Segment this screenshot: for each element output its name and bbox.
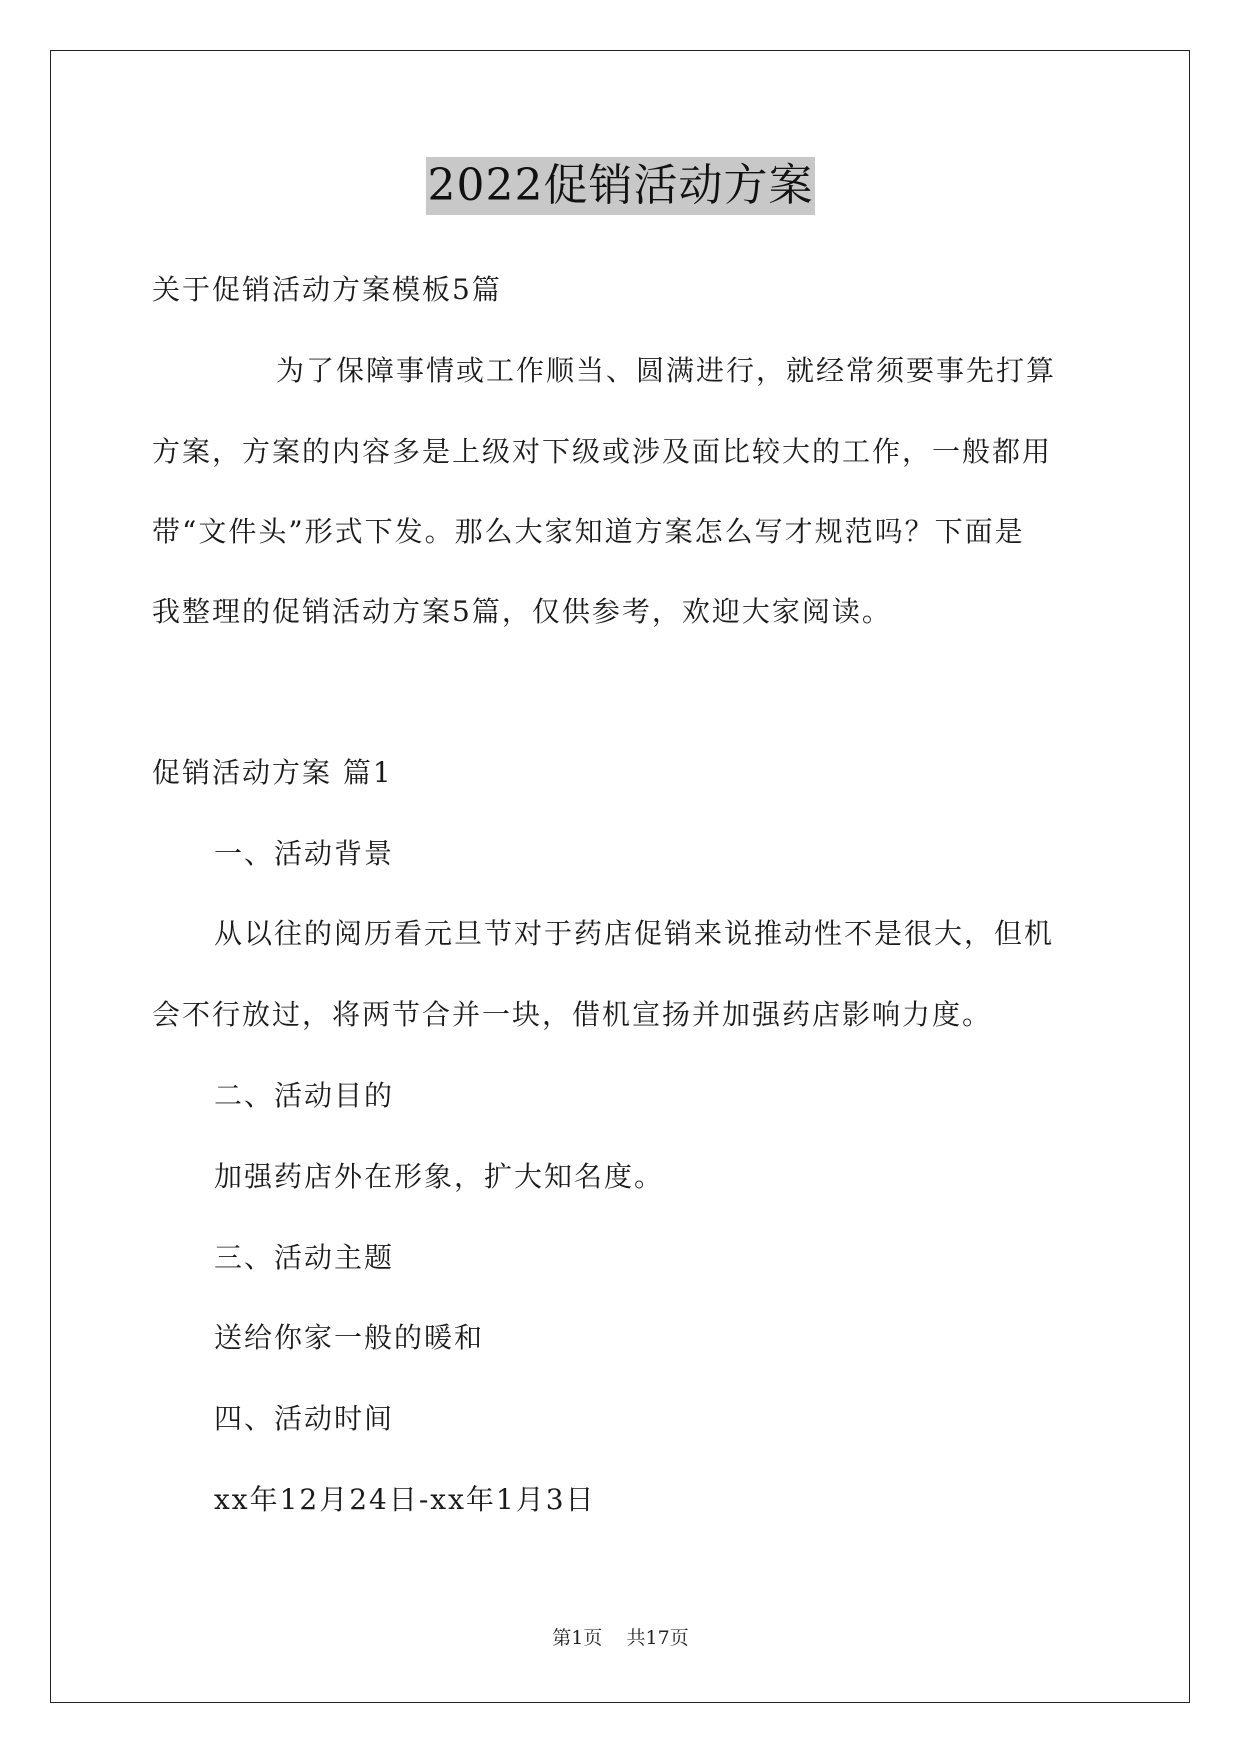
heading-purpose: 二、活动目的 bbox=[214, 1079, 395, 1112]
section-title: 促销活动方案 篇1 bbox=[152, 756, 393, 789]
intro-line-1: 为了保障事情或工作顺当、圆满进行，就经常须要事先打算 bbox=[276, 354, 1057, 387]
heading-time: 四、活动时间 bbox=[214, 1402, 395, 1435]
paragraph-line-1: 从以往的阅历看元旦节对于药店促销来说推动性不是很大，但机 bbox=[214, 917, 1055, 950]
document-subtitle: 关于促销活动方案模板5篇 bbox=[152, 273, 502, 306]
title-container bbox=[0, 157, 1241, 215]
heading-background: 一、活动背景 bbox=[214, 837, 395, 870]
heading-theme: 三、活动主题 bbox=[214, 1241, 395, 1274]
paragraph-purpose: 加强药店外在形象，扩大知名度。 bbox=[214, 1160, 665, 1193]
page-footer bbox=[0, 1626, 1241, 1650]
page-total: 共17页 bbox=[626, 1627, 689, 1649]
paragraph-time: xx年12月24日-xx年1月3日 bbox=[214, 1483, 596, 1516]
intro-line-3: 带“文件头”形式下发。那么大家知道方案怎么写才规范吗？下面是 bbox=[152, 515, 1025, 548]
intro-line-2: 方案，方案的内容多是上级对下级或涉及面比较大的工作，一般都用 bbox=[152, 435, 1053, 468]
intro-line-4: 我整理的促销活动方案5篇，仅供参考，欢迎大家阅读。 bbox=[152, 595, 892, 628]
document-title: 2022促销活动方案 bbox=[426, 157, 816, 215]
paragraph-line-2: 会不行放过，将两节合并一块，借机宣扬并加强药店影响力度。 bbox=[152, 998, 993, 1031]
paragraph-theme: 送给你家一般的暖和 bbox=[214, 1321, 485, 1354]
page-number: 第1页 bbox=[552, 1627, 603, 1649]
